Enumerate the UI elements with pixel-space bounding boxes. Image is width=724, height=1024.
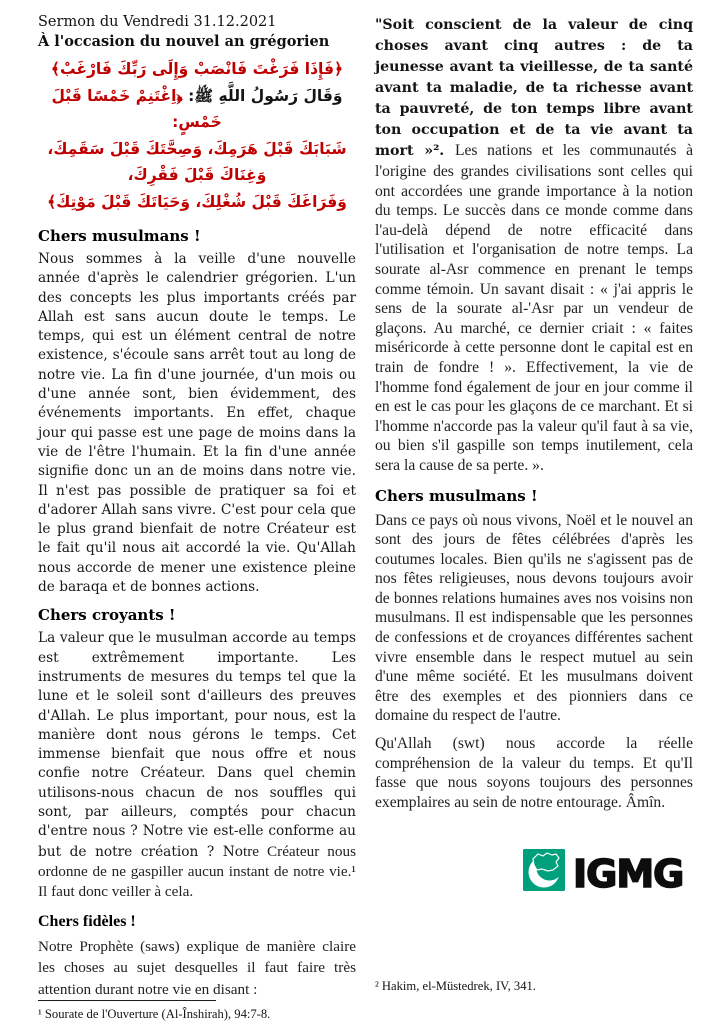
section-heading-believers: Chers croyants !	[38, 606, 176, 625]
hadith-quote-bold-run: "Soit conscient de la valeur de cinq choses avant cinq autres : de ta jeunesse avant ta vieillesse, de ta santé avant ta maladie, de ta richesse avant ta pauvreté, de ton temps libre avant ton occupation et de ta vie avant ta mort »².	[375, 17, 693, 159]
arabic-hadith-line-2: شَبَابَكَ قَبْلَ هَرَمِكَ، وَصِحَّتَكَ قَبْلَ سَقَمِكَ، وَغِنَاكَ قَبْلَ فَقْرِكَ،	[47, 139, 347, 184]
igmg-logo-text: IGMG	[573, 852, 684, 895]
section-heading-muslims: Chers musulmans !	[38, 227, 201, 245]
arabic-hadith-intro: وَقَالَ رَسُولُ اللَّهِ ﷺ:	[182, 86, 343, 105]
sermon-date: Sermon du Vendredi 31.12.2021	[38, 14, 277, 30]
section-heading-muslims-right: Chers musulmans !	[375, 486, 538, 505]
footnote-right-text: ² Hakim, el-Müstedrek, IV, 341.	[375, 979, 536, 993]
footnote-left-text: ¹ Sourate de l'Ouverture (Al-Înshirah), 94:7-8.	[38, 1007, 271, 1021]
paragraph-value-of-time-dark-run: La valeur que le musulman accorde au temps est extrêmement importante. Les instruments de mesures du temps tel que la lune et le soleil sont d'ailleurs des preuves d'Allah. Le plus important, pour nous, est la manière dont nous gérons le temps. Cet immense bienfait que nous offre et nous confie notre Créateur. Dans quel chemin utilisons-nous chacun de nos souffles qui sont, par ailleurs, comptés pour chacun d'entre nous ? Notre vie est-elle conforme au but de notre création ? No	[38, 630, 356, 860]
paragraph-prophet-explains: Notre Prophète (saws) explique de manière claire les choses au sujet desquelles il faut faire très attention durant notre vie en disant :	[38, 937, 356, 998]
paragraph-hadith-quote	[375, 15, 693, 476]
sermon-title: À l'occasion du nouvel an grégorien	[38, 33, 330, 50]
arabic-quote-block	[38, 56, 356, 215]
footnote-left	[38, 1000, 356, 1022]
footnote-right	[375, 978, 693, 994]
arabic-hadith-opening: ﴿اِغْتَنِمْ خَمْسًا قَبْلَ خَمْسٍ:	[51, 86, 222, 131]
footnote-separator-rule	[38, 1000, 216, 1001]
nations-time-run: Les nations et les communautés à l'origine des grandes civilisations sont celles qui ont accordées une grande importance à la notion du temps. Le succès dans ce monde comme dans l'au-delà dépend de notre efficacité dans l'utilisation et l'organisation de notre temps. La sourate al-Asr commence en prenant le temps comme témoin. Un savant disait : « j'ai appris le sens de la sourate al-'Asr par un vendeur de glaçons. Au marché, ce dernier criait : « faites miséricorde à cette personne dont le capital est en train de fondre ! ». Effectivement, la vie de l'homme fond également de jour en jour comme il en est le cas pour les glaçons de ce marchant. Et si l'homme n'accorde pas la valeur qu'il faut à sa vie, ou bien s'il gaspille son temps inutilement, cela sera la cause de sa perte. ».	[375, 142, 693, 474]
paragraph-value-of-time-light-run: tre Créateur nous ordonne de ne gaspiller aucun instant de notre vie.¹ Il faut donc veiller à cela.	[38, 842, 356, 901]
crescent-globe-icon	[523, 849, 565, 891]
arabic-verse-line: ﴿فَإِذَا فَرَغْتَ فَانْصَبْ وَإِلَى رَبِّكَ فَارْغَبْ﴾	[50, 60, 344, 78]
paragraph-local-customs: Dans ce pays où nous vivons, Noël et le nouvel an sont des jours de fêtes célébrées d'après les coutumes locales. Bien qu'ils ne s'agissent pas de nos fêtes religieuses, nous devons toujours avoir de bonnes relations humaines aves nos voisins non musulmans. Il est indispensable que les personnes de confessions et de croyances différentes sachent vivre ensemble dans le respect mutuel au sein d'une même société. Et les musulmans doivent être des exemples et des pionniers dans ce domaine du respect de l'autre.	[375, 511, 693, 725]
right-column	[375, 13, 693, 994]
paragraph-closing-dua: Qu'Allah (swt) nous accorde la réelle compréhension de la valeur du temps. Et qu'Il fasse que nous soyons toujours des personnes exemplaires au sein de notre entourage. Âmîn.	[375, 735, 693, 811]
arabic-hadith-intro-line	[38, 83, 356, 136]
igmg-logo-graphic	[523, 846, 691, 894]
left-column	[38, 13, 356, 1021]
paragraph-new-year: Nous sommes à la veille d'une nouvelle année d'après le calendrier grégorien. L'un des concepts les plus importants créés par Allah est sans aucun doute le temps. Le temps, qui est un élément central de notre existence, s'écoule sans arrêt tout au long de notre vie. La fin d'une journée, d'un mois ou d'une année sont, bien évidemment, des événements importants. En effet, chaque jour qui passe est une page de moins dans la vie de l'être l'humain. Et la fin d'une année signifie donc un an de moins dans notre vie. Il n'est pas possible de pratiquer sa foi et d'adorer Allah sans vivre. C'est pour cela que le plus grand bienfait de notre Créateur est le fait qu'il nous ait accordé la vie. Qu'Allah nous accorde de mener une existence pleine de baraqa et de bonnes actions.	[38, 251, 356, 596]
paragraph-value-of-time	[38, 629, 356, 902]
section-heading-faithful: Chers fidèles !	[38, 912, 136, 930]
arabic-hadith-line-3: وَفَرَاغَكَ قَبْلَ شُغْلِكَ، وَحَيَاتَكَ قَبْلَ مَوْتِكَ﴾	[47, 192, 347, 211]
igmg-logo	[375, 846, 693, 894]
